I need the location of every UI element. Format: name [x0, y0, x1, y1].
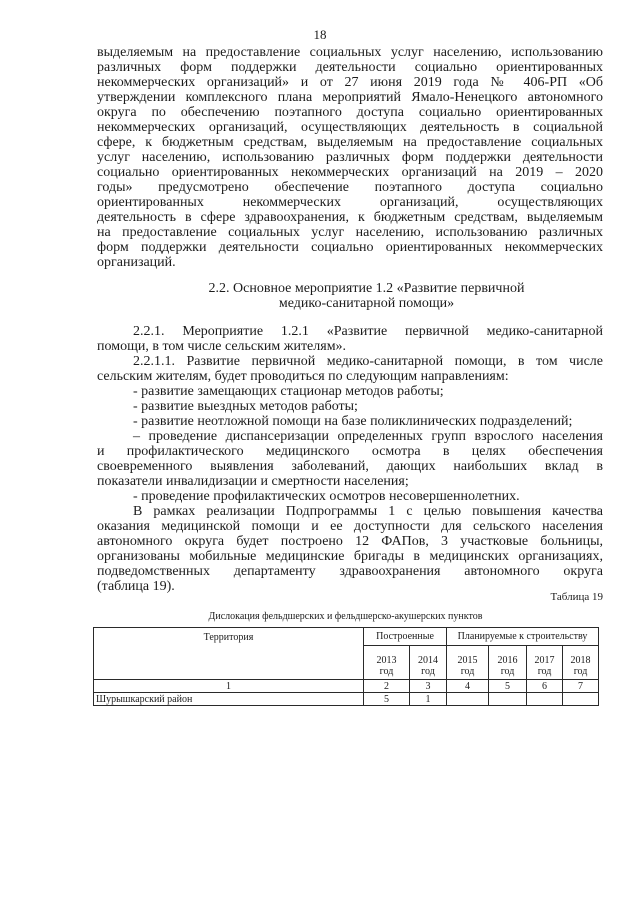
column-number: 1	[94, 680, 364, 693]
column-number: 2	[364, 680, 410, 693]
implementation-paragraph	[97, 504, 603, 594]
year-unit: год	[421, 666, 435, 677]
text-line: (таблица 19).	[97, 578, 175, 594]
column-number-row	[94, 680, 599, 693]
section-heading	[130, 281, 603, 311]
text-line: на предоставление социальных услуг населению, использованию различных	[97, 224, 603, 240]
year-header	[364, 646, 410, 680]
text-line: - проведение профилактических осмотров несовершеннолетних.	[133, 488, 520, 504]
text-line: сфере, к бюджетным средствам, выделяемым на предоставление социальных	[97, 134, 603, 150]
column-number: 7	[563, 680, 599, 693]
year-header	[563, 646, 599, 680]
text-line: и профилактического медицинского осмотра в целях обеспечения	[97, 443, 603, 459]
text-line: 2.2.1.1. Развитие первичной медико-санитарной помощи, в том числе	[133, 353, 603, 369]
text-line: сельским жителям, будет проводиться по следующим направлениям:	[97, 368, 509, 384]
territory-header: Территория	[94, 628, 364, 680]
heading-line: медико-санитарной помощи»	[278, 295, 455, 311]
year-value: 2018	[570, 655, 591, 666]
year-value: 2017	[534, 655, 555, 666]
text-line: - развитие неотложной помощи на базе поликлинических подразделений;	[133, 413, 573, 429]
direction-item	[97, 399, 603, 414]
text-line: организованы мобильные медицинские бригады в медицинских организациях,	[97, 548, 603, 564]
built-header: Построенные	[364, 628, 447, 646]
text-line: показатели инвалидизации и смертности населения;	[97, 473, 409, 489]
column-number: 5	[489, 680, 527, 693]
column-number: 4	[447, 680, 489, 693]
table-header-row	[94, 628, 599, 646]
text-line: подведомственных департаменту здравоохранения автономного округа	[97, 563, 603, 579]
value-cell: 5	[364, 693, 410, 706]
year-unit: год	[573, 666, 588, 677]
value-cell	[527, 693, 563, 706]
text-line: форм поддержки деятельности социально ориентированных некоммерческих	[97, 239, 603, 255]
section-body	[97, 324, 603, 594]
value-cell: 1	[410, 693, 447, 706]
text-line: В рамках реализации Подпрограммы 1 с целью повышения качества	[133, 503, 603, 519]
text-line: 2.2.1. Мероприятие 1.2.1 «Развитие первичной медико-санитарной	[133, 323, 603, 339]
year-unit: год	[379, 666, 394, 677]
year-unit: год	[537, 666, 552, 677]
value-cell	[563, 693, 599, 706]
table-caption: Дислокация фельдшерских и фельдшерско-акушерских пунктов	[208, 611, 483, 622]
direction-item	[97, 384, 603, 399]
year-unit: год	[460, 666, 475, 677]
year-value: 2015	[457, 655, 478, 666]
text-line: - развитие выездных методов работы;	[133, 398, 358, 414]
measure-paragraph	[97, 324, 603, 354]
column-number: 3	[410, 680, 447, 693]
territory-cell: Шурышкарский район	[94, 693, 364, 706]
direction-item	[97, 489, 603, 504]
year-header	[527, 646, 563, 680]
text-line: годы» предусмотрено обеспечение поэтапного доступа социально	[97, 179, 603, 195]
column-number: 6	[527, 680, 563, 693]
text-line: некоммерческих организаций, осуществляющих деятельность в социальной	[97, 119, 603, 135]
table-row	[94, 693, 599, 706]
text-line: выделяемым на предоставление социальных услуг населению, использованию	[97, 44, 603, 60]
text-line: помощи, в том числе сельским жителям».	[97, 338, 347, 354]
direction-item	[97, 429, 603, 489]
year-value: 2014	[418, 655, 438, 666]
year-unit: год	[500, 666, 515, 677]
text-line: оказания медицинской помощи и ее доступности для сельского населения	[97, 518, 603, 534]
direction-item	[97, 414, 603, 429]
facilities-table	[93, 627, 599, 706]
text-line: деятельность в сфере здравоохранения, к бюджетным средствам, выделяемым	[97, 209, 603, 225]
year-value: 2016	[497, 655, 518, 666]
text-line: автономного округа будет построено 12 ФАПов, 3 участковые больницы,	[97, 533, 603, 549]
text-line: своевременного выявления заболеваний, дающих наибольших вклад в	[97, 458, 603, 474]
year-value: 2013	[376, 655, 397, 666]
text-line: социально ориентированных некоммерческих организаций на 2019 – 2020	[97, 164, 603, 180]
year-header	[489, 646, 527, 680]
page-number: 18	[313, 27, 327, 42]
text-line: услуг населению, использованию различных форм поддержки деятельности	[97, 149, 603, 165]
planned-header: Планируемые к строительству	[447, 628, 599, 646]
text-line: ориентированных некоммерческих организаций, осуществляющих	[97, 194, 603, 210]
table-label: Таблица 19	[550, 591, 603, 603]
text-line: утверждении комплексного плана мероприятий Ямало-Ненецкого автономного	[97, 89, 603, 105]
measure-detail-paragraph	[97, 354, 603, 384]
text-line: - развитие замещающих стационар методов работы;	[133, 383, 444, 399]
text-line: организаций.	[97, 254, 176, 270]
value-cell	[489, 693, 527, 706]
text-line: округа по обеспечению поэтапного доступа социально ориентированных	[97, 104, 603, 120]
value-cell	[447, 693, 489, 706]
heading-line: 2.2. Основное мероприятие 1.2 «Развитие первичной	[208, 280, 525, 296]
year-header	[447, 646, 489, 680]
intro-paragraph	[97, 45, 603, 270]
year-header	[410, 646, 447, 680]
text-line: различных форм поддержки деятельности социально ориентированных	[97, 59, 603, 75]
text-line: – проведение диспансеризации определенных групп взрослого населения	[133, 428, 603, 444]
text-line: некоммерческих организаций» и от 27 июня 2019 года № 406-РП «Об	[97, 74, 603, 90]
